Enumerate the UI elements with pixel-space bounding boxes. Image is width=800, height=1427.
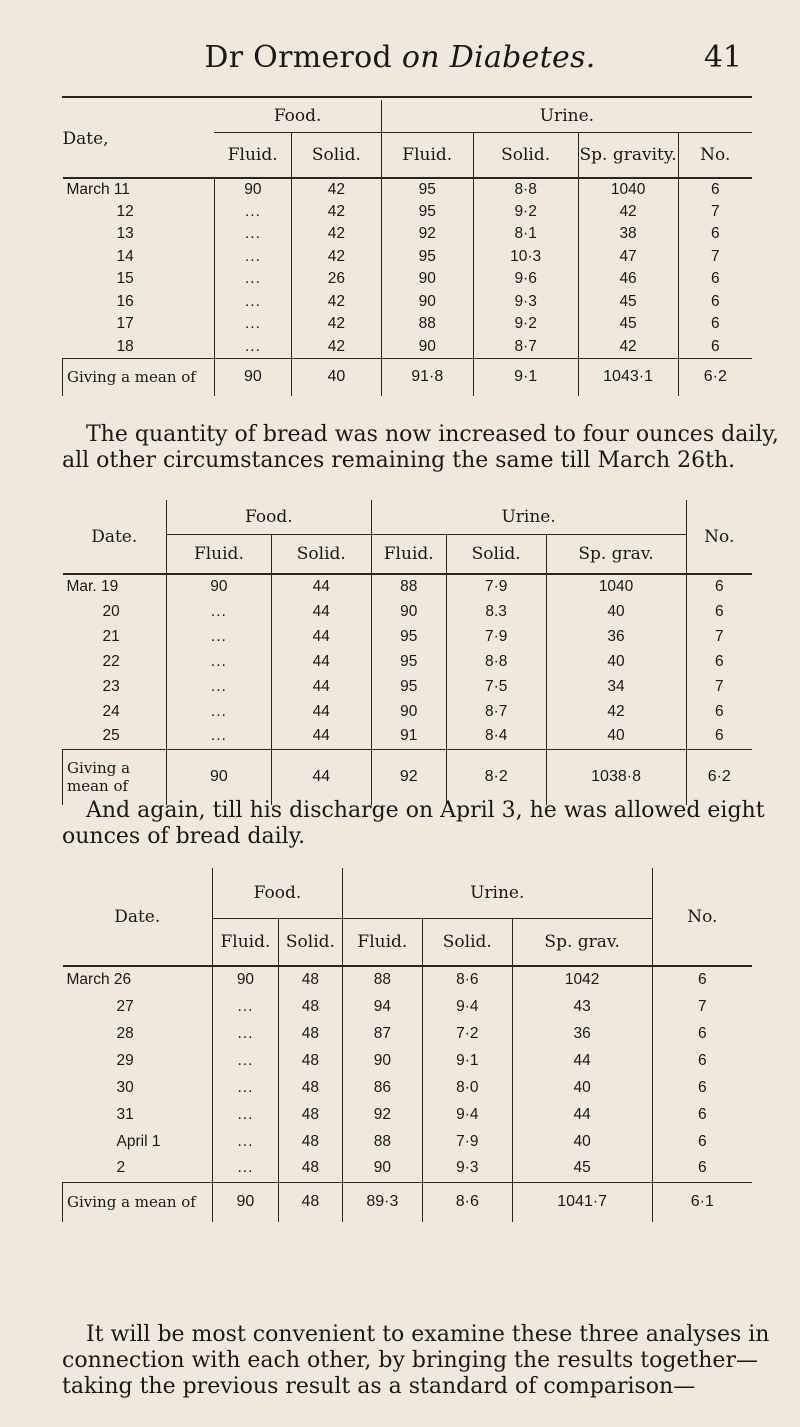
cell-food-solid: 48 [278,1074,342,1101]
cell-no: 6 [652,966,752,993]
cell-no: 7 [652,993,752,1020]
table-row [63,1101,753,1128]
paragraph-2-line-1: And again, till his discharge on April 3, he was allowed eight [86,798,765,823]
cell-urine-fluid: 90 [342,1047,422,1074]
mean-no: 6·2 [678,358,752,396]
cell-urine-solid: 8·8 [473,178,578,201]
col-urine-solid: Solid. [422,918,512,966]
cell-no: 6 [686,724,752,749]
mean-food-solid: 40 [291,358,381,396]
urine-header: Urine. [371,500,686,534]
cell-sp: 40 [546,599,686,624]
table-row [63,674,753,699]
cell-urine-solid: 8·0 [422,1074,512,1101]
table-row [63,1020,753,1047]
cell-food-solid: 44 [271,599,371,624]
table-row [63,599,753,624]
table-row [63,699,753,724]
cell-sp: 42 [546,699,686,724]
row-date: 23 [102,677,120,695]
cell-food-solid: 48 [278,1128,342,1155]
cell-urine-solid: 9·2 [473,201,578,224]
cell-urine-fluid: 95 [381,201,473,224]
cell-urine-fluid: 87 [342,1020,422,1047]
page-number: 41 [703,40,742,75]
cell-sp: 42 [578,201,678,224]
mean-food-solid: 44 [271,749,371,805]
cell-sp: 1040 [578,178,678,201]
cell-urine-fluid: 95 [381,246,473,269]
row-date: 31 [116,1105,134,1123]
table-row [63,223,753,246]
cell-food-fluid: 90 [166,574,271,599]
table-row [63,1155,753,1182]
cell-sp: 47 [578,246,678,269]
cell-no: 6 [652,1101,752,1128]
date-header: Date, [63,100,215,178]
mean-urine-solid: 8·6 [422,1182,512,1222]
col-food-fluid: Fluid. [214,132,291,178]
cell-food-fluid: ... [214,201,291,224]
cell-no: 6 [652,1128,752,1155]
cell-food-fluid: ... [212,1074,278,1101]
cell-food-solid: 48 [278,1020,342,1047]
row-date: 13 [116,225,134,243]
mean-food-fluid: 90 [214,358,291,396]
row-date: 15 [116,270,134,288]
row-date: Mar. 19 [66,578,119,595]
table-row [63,649,753,674]
paragraph-2 [62,798,765,850]
col-urine-solid: Solid. [446,534,546,574]
col-food-fluid: Fluid. [166,534,271,574]
cell-urine-solid: 9·1 [422,1047,512,1074]
cell-no: 6 [686,699,752,724]
table-row [63,313,753,336]
cell-sp: 1042 [512,966,652,993]
header-on: on [401,40,440,75]
mean-no: 6·2 [686,749,752,805]
cell-food-fluid: ... [212,1101,278,1128]
cell-sp: 1040 [546,574,686,599]
row-date: March 11 [66,180,130,198]
mean-label-line-1: Giving a [67,759,131,778]
mean-urine-fluid: 89·3 [342,1182,422,1222]
mean-sp: 1043·1 [578,358,678,396]
mean-urine-solid: 8·2 [446,749,546,805]
cell-food-fluid: ... [212,1047,278,1074]
paragraph-3-line-3: taking the previous result as a standard of comparison— [62,1374,696,1399]
table-row [63,201,753,224]
cell-food-fluid: ... [214,223,291,246]
cell-urine-fluid: 90 [342,1155,422,1182]
mean-label: Giving a mean of [63,1182,213,1222]
cell-no: 7 [686,674,752,699]
cell-food-solid: 48 [278,993,342,1020]
cell-food-solid: 42 [291,201,381,224]
cell-urine-fluid: 92 [342,1101,422,1128]
cell-food-fluid: ... [212,1128,278,1155]
cell-food-fluid: ... [212,993,278,1020]
cell-no: 6 [678,291,752,314]
table-row [63,246,753,269]
cell-urine-solid: 9·3 [422,1155,512,1182]
cell-urine-solid: 8·1 [473,223,578,246]
cell-urine-fluid: 88 [342,966,422,993]
cell-urine-fluid: 90 [371,699,446,724]
mean-food-fluid: 90 [166,749,271,805]
mean-sp: 1038·8 [546,749,686,805]
cell-urine-fluid: 91 [371,724,446,749]
urine-header: Urine. [342,868,652,918]
table-row [63,291,753,314]
urine-header: Urine. [381,100,752,132]
row-date: March 26 [66,971,132,988]
cell-no: 6 [678,268,752,291]
header-subject: Diabetes. [449,40,596,75]
cell-food-solid: 48 [278,1155,342,1182]
cell-sp: 46 [578,268,678,291]
cell-sp: 45 [578,291,678,314]
paragraph-1-line-2: all other circumstances remaining the same till March 26th. [62,448,736,473]
col-sp-grav: Sp. grav. [512,918,652,966]
cell-urine-solid: 8·7 [473,336,578,359]
cell-no: 6 [678,223,752,246]
cell-sp: 38 [578,223,678,246]
table-row [63,574,753,599]
row-date: 21 [102,627,120,645]
row-date: 17 [116,315,134,333]
cell-food-fluid: ... [212,1155,278,1182]
mean-food-solid: 48 [278,1182,342,1222]
col-urine-fluid: Fluid. [381,132,473,178]
cell-urine-solid: 7·9 [446,624,546,649]
row-date: 28 [116,1024,134,1042]
row-date: 20 [102,602,120,620]
cell-food-solid: 44 [271,574,371,599]
cell-food-fluid: ... [214,246,291,269]
cell-food-solid: 42 [291,313,381,336]
col-no: No. [678,132,752,178]
running-header [0,40,800,80]
row-date: 27 [116,997,134,1015]
cell-food-fluid: ... [166,599,271,624]
cell-no: 6 [686,599,752,624]
row-date: 22 [102,652,120,670]
cell-food-solid: 42 [291,223,381,246]
cell-food-solid: 48 [278,1047,342,1074]
cell-urine-solid: 8·4 [446,724,546,749]
cell-food-fluid: ... [214,313,291,336]
cell-sp: 40 [546,724,686,749]
table-march-26-april-2 [62,868,752,1222]
cell-sp: 43 [512,993,652,1020]
table-row [63,336,753,359]
cell-food-solid: 42 [291,336,381,359]
table-row [63,624,753,649]
cell-no: 6 [678,178,752,201]
cell-urine-fluid: 95 [371,674,446,699]
table-row [63,1047,753,1074]
cell-sp: 45 [578,313,678,336]
cell-no: 6 [678,336,752,359]
mean-food-fluid: 90 [212,1182,278,1222]
food-header: Food. [212,868,342,918]
mean-label [63,749,167,805]
cell-food-solid: 42 [291,246,381,269]
col-sp-gravity: Sp. gravity. [578,132,678,178]
cell-sp: 40 [512,1074,652,1101]
cell-urine-solid: 9·3 [473,291,578,314]
col-no: No. [686,500,752,574]
cell-no: 7 [678,201,752,224]
mean-urine-solid: 9·1 [473,358,578,396]
cell-food-solid: 44 [271,699,371,724]
cell-food-solid: 26 [291,268,381,291]
cell-urine-fluid: 95 [381,178,473,201]
cell-urine-solid: 10·3 [473,246,578,269]
cell-sp: 36 [546,624,686,649]
cell-sp: 40 [512,1128,652,1155]
paragraph-3-line-2: connection with each other, by bringing the results together— [62,1348,758,1373]
cell-food-fluid: ... [166,724,271,749]
cell-food-fluid: ... [166,649,271,674]
col-urine-fluid: Fluid. [371,534,446,574]
col-urine-fluid: Fluid. [342,918,422,966]
cell-no: 6 [652,1020,752,1047]
cell-urine-fluid: 90 [381,268,473,291]
cell-urine-solid: 7·5 [446,674,546,699]
page-title [0,40,800,75]
row-date: 30 [116,1078,134,1096]
cell-urine-fluid: 95 [371,624,446,649]
cell-food-solid: 42 [291,178,381,201]
cell-sp: 40 [546,649,686,674]
cell-food-fluid: ... [214,268,291,291]
cell-no: 6 [652,1155,752,1182]
cell-food-fluid: ... [166,624,271,649]
table-row [63,724,753,749]
cell-food-solid: 44 [271,649,371,674]
table-row [63,1128,753,1155]
cell-no: 6 [686,574,752,599]
cell-urine-solid: 7·9 [422,1128,512,1155]
col-food-solid: Solid. [278,918,342,966]
paragraph-1 [62,422,779,474]
col-urine-solid: Solid. [473,132,578,178]
cell-food-solid: 44 [271,724,371,749]
row-date: 25 [102,727,120,745]
table-row [63,178,753,201]
table-march-11-18 [62,100,752,396]
mean-urine-fluid: 92 [371,749,446,805]
cell-urine-fluid: 90 [371,599,446,624]
mean-no: 6·1 [652,1182,752,1222]
cell-no: 7 [678,246,752,269]
cell-no: 6 [652,1047,752,1074]
header-author: Dr Ormerod [204,40,393,75]
cell-no: 6 [678,313,752,336]
cell-urine-fluid: 92 [381,223,473,246]
table-row [63,1074,753,1101]
col-food-solid: Solid. [291,132,381,178]
cell-sp: 36 [512,1020,652,1047]
row-date: 2 [116,1159,126,1177]
cell-sp: 34 [546,674,686,699]
cell-urine-solid: 9·6 [473,268,578,291]
row-date: April 1 [116,1132,161,1150]
mean-sp: 1041·7 [512,1182,652,1222]
cell-food-solid: 44 [271,624,371,649]
mean-urine-fluid: 91·8 [381,358,473,396]
paragraph-2-line-2: ounces of bread daily. [62,824,306,849]
table-march-19-25 [62,500,752,805]
paragraph-3 [62,1322,770,1400]
cell-food-fluid: ... [212,1020,278,1047]
cell-urine-fluid: 88 [342,1128,422,1155]
cell-urine-solid: 7·9 [446,574,546,599]
date-header: Date. [63,868,213,966]
col-food-fluid: Fluid. [212,918,278,966]
col-food-solid: Solid. [271,534,371,574]
cell-no: 6 [652,1074,752,1101]
cell-sp: 44 [512,1101,652,1128]
cell-food-fluid: 90 [212,966,278,993]
row-date: 16 [116,292,134,310]
row-date: 24 [102,702,120,720]
date-header: Date. [63,500,167,574]
cell-food-fluid: ... [214,291,291,314]
col-sp-grav: Sp. grav. [546,534,686,574]
row-date: 12 [116,202,134,220]
food-header: Food. [273,105,322,126]
table-row [63,993,753,1020]
mean-label: Giving a mean of [63,358,215,396]
row-date: 29 [116,1051,134,1069]
cell-urine-fluid: 94 [342,993,422,1020]
cell-food-solid: 48 [278,1101,342,1128]
cell-urine-solid: 9·2 [473,313,578,336]
cell-sp: 45 [512,1155,652,1182]
table-row [63,268,753,291]
cell-food-solid: 42 [291,291,381,314]
cell-food-solid: 44 [271,674,371,699]
cell-food-fluid: ... [166,699,271,724]
cell-urine-fluid: 88 [371,574,446,599]
cell-urine-solid: 9·4 [422,993,512,1020]
cell-urine-solid: 8·8 [446,649,546,674]
cell-urine-fluid: 95 [371,649,446,674]
cell-no: 7 [686,624,752,649]
food-header: Food. [166,500,371,534]
cell-food-fluid: 90 [214,178,291,201]
table-row [63,966,753,993]
row-date: 18 [116,337,134,355]
cell-urine-solid: 8·7 [446,699,546,724]
row-date: 14 [116,247,134,265]
cell-food-fluid: ... [166,674,271,699]
cell-urine-fluid: 90 [381,336,473,359]
col-no: No. [652,868,752,966]
paragraph-3-line-1: It will be most convenient to examine these three analyses in [86,1322,770,1347]
cell-urine-solid: 8·6 [422,966,512,993]
mean-label-line-2: mean of [67,777,129,796]
cell-food-solid: 48 [278,966,342,993]
cell-urine-fluid: 86 [342,1074,422,1101]
paragraph-1-line-1: The quantity of bread was now increased to four ounces daily, [86,422,779,447]
cell-urine-fluid: 88 [381,313,473,336]
cell-sp: 42 [578,336,678,359]
cell-no: 6 [686,649,752,674]
cell-urine-solid: 8.3 [446,599,546,624]
cell-food-fluid: ... [214,336,291,359]
header-rule [62,96,752,98]
cell-sp: 44 [512,1047,652,1074]
cell-urine-solid: 9·4 [422,1101,512,1128]
cell-urine-fluid: 90 [381,291,473,314]
cell-urine-solid: 7·2 [422,1020,512,1047]
